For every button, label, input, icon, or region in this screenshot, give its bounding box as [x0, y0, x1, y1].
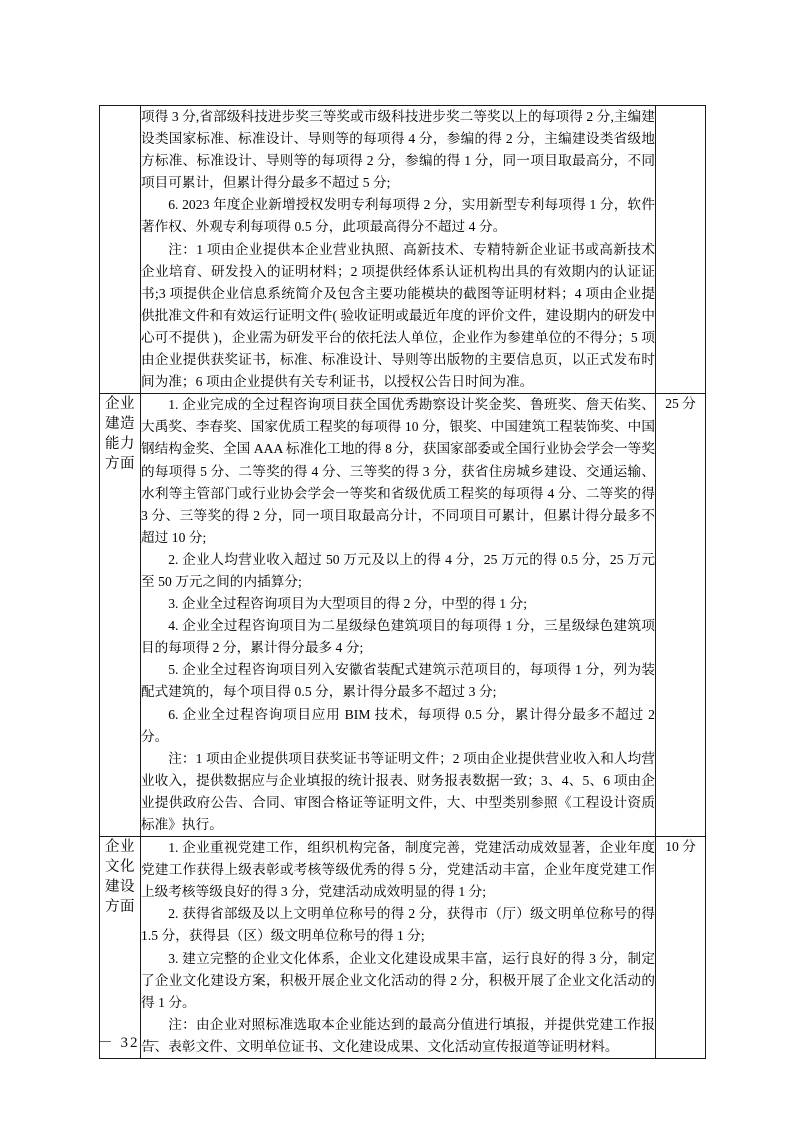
criteria-paragraph: 4. 企业全过程咨询项目为二星级绿色建筑项目的每项得 1 分，三星级绿色建筑项目的每项得 2 分，累计得分最多 4 分; — [141, 618, 655, 656]
criteria-paragraph: 2. 企业人均营业收入超过 50 万元及以上的得 4 分，25 万元的得 0.5 分，25 万元至 50 万元之间的内插算分; — [141, 551, 655, 589]
criteria-paragraph: 6. 企业全过程咨询项目应用 BIM 技术，每项得 0.5 分，累计得分最多不超过 2 分。 — [141, 706, 655, 744]
scoring-criteria-table — [99, 105, 706, 1059]
category-cell-construction-capability — [100, 394, 141, 837]
criteria-paragraph: 5. 企业全过程咨询项目列入安徽省装配式建筑示范项目的，每项得 1 分，列为装配式建筑的，每个项目得 0.5 分，累计得分最多不超过 3 分; — [141, 662, 655, 700]
criteria-cell-construction-capability — [141, 394, 656, 837]
criteria-paragraph: 2. 获得省部级及以上文明单位称号的得 2 分，获得市（厅）级文明单位称号的得 1.5 分，获得县（区）级文明单位称号的得 1 分; — [141, 906, 655, 944]
criteria-paragraph: 1. 企业重视党建工作，组织机构完备，制度完善，党建活动成效显著，企业年度党建工作获得上级表彰或考核等级优秀的得 5 分，党建活动丰富，企业年度党建工作上级考核等级良好的得 3 分，党建活动成效明显的得 1 分; — [141, 840, 655, 900]
table-row — [100, 106, 706, 394]
criteria-paragraph: 1. 企业完成的全过程咨询项目获全国优秀勘察设计奖金奖、鲁班奖、詹天佑奖、大禹奖、李春奖、国家优质工程奖的每项得 10 分，银奖、中国建筑工程装饰奖、中国钢结构金奖、全国 AAA 标准化工地的得 8 分，获国家部委或全国行业协会学会一等奖的每项得 5 分、二等奖的得 4 分、三等奖的得 3 分，获省住房城乡建设、交通运输、水利等主管部门或行业协会学会一等奖和省级优质工程奖的每项得 4 分、二等奖的得 3 分、三等奖的得 2 分，同一项目取最高分计，不同项目可累计，但累计得分最多不超过 10 分; — [141, 397, 655, 545]
table-row — [100, 837, 706, 1059]
criteria-cell-corporate-culture — [141, 837, 656, 1059]
criteria-note-paragraph: 注：1 项由企业提供本企业营业执照、高新技术、专精特新企业证书或高新技术企业培育、研发投入的证明材料；2 项提供经体系认证机构出具的有效期内的认证证书;3 项提供企业信息系统简介及包含主要功能模块的截图等证明材料；4 项由企业提供批准文件和有效运行证明文件( 验收证明或最近年度的评价文件，建设期内的研发中心可不提供 )，企业需为研发平台的依托法人单位，企业作为参建单位的不得分；5 项由企业提供获奖证书，标准、标准设计、导则等出版物的主要信息页，以正式发布时间为准；6 项由企业提供有关专利证书，以授权公告日时间为准。 — [141, 241, 655, 390]
criteria-note-paragraph: 注：1 项由企业提供项目获奖证书等证明文件；2 项由企业提供营业收入和人均营业收入，提供数据应与企业填报的统计报表、财务报表数据一致；3、4、5、6 项由企业提供政府公告、合同、审图合格证等证明文件，大、中型类别参照《工程设计资质标准》执行。 — [141, 750, 655, 832]
category-cell-corporate-culture — [100, 837, 141, 1059]
score-value: 10 分 — [665, 839, 696, 855]
criteria-paragraph: 3. 建立完整的企业文化体系，企业文化建设成果丰富，运行良好的得 3 分，制定了企业文化建设方案，积极开展企业文化活动的得 2 分，积极开展了企业文化活动的得 1 分。 — [141, 950, 655, 1010]
criteria-cell-continuation — [141, 106, 656, 394]
category-label: 企业建造能力方面 — [105, 396, 135, 473]
criteria-paragraph: 3. 企业全过程咨询项目为大型项目的得 2 分，中型的得 1 分; — [168, 596, 528, 612]
score-value: 25 分 — [665, 396, 696, 412]
score-cell-corporate-culture — [656, 837, 706, 1059]
criteria-paragraph: 6. 2023 年度企业新增授权发明专利每项得 2 分，实用新型专利每项得 1 分，软件著作权、外观专利每项得 0.5 分，此项最高得分不超过 4 分。 — [141, 197, 655, 235]
page-number: － 32 － — [97, 1035, 163, 1051]
category-label: 企业文化建设方面 — [105, 839, 135, 916]
score-cell-construction-capability — [656, 394, 706, 837]
criteria-note-paragraph: 注：由企业对照标准选取本企业能达到的最高分值进行填报，并提供党建工作报告、表彰文件、文明单位证书、文化建设成果、文化活动宣传报道等证明材料。 — [141, 1016, 655, 1054]
table-row — [100, 394, 706, 837]
score-cell-continuation — [656, 106, 706, 394]
category-cell-continuation — [100, 106, 141, 394]
criteria-paragraph: 项得 3 分,省部级科技进步奖三等奖或市级科技进步奖二等奖以上的每项得 2 分,主编建设类国家标准、标准设计、导则等的每项得 4 分，参编的得 2 分，主编建设类省级地方标准、标准设计、导则等的每项得 2 分，参编的得 1 分，同一项目取最高分，不同项目可累计，但累计得分最多不超过 5 分; — [141, 109, 655, 191]
